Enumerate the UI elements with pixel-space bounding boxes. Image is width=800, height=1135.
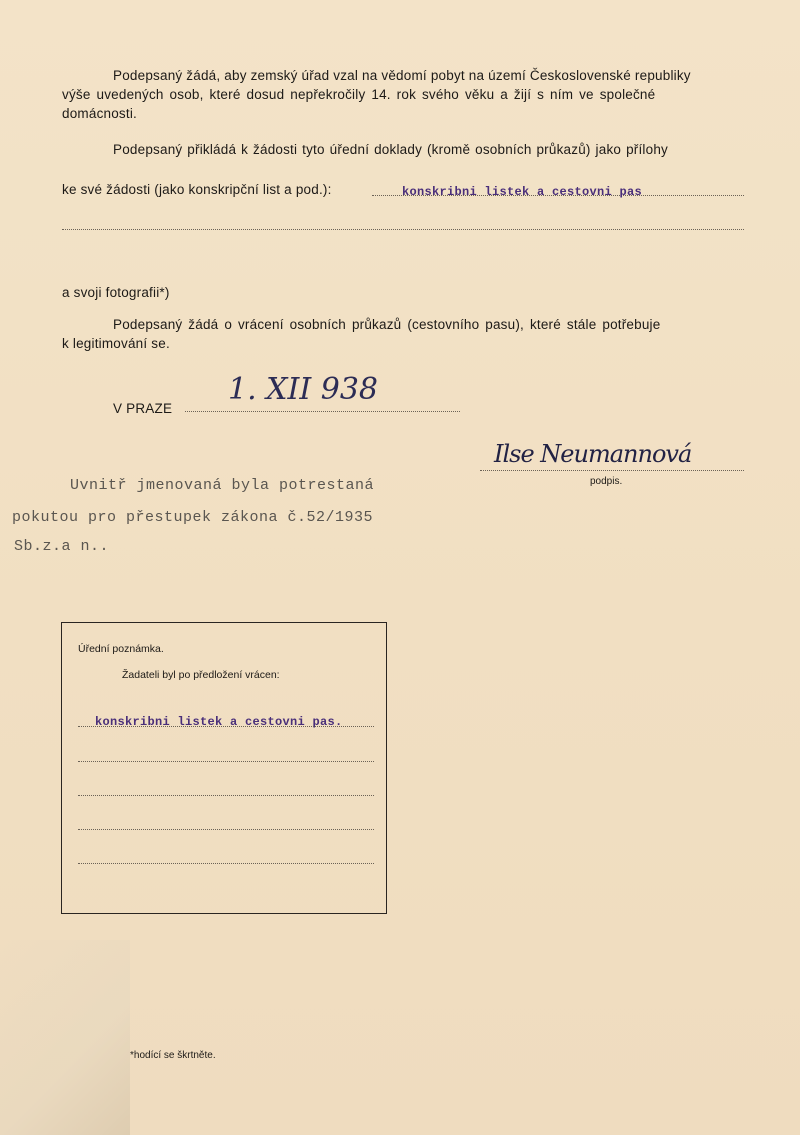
- typed-note-line3: Sb.z.a n..: [14, 538, 110, 555]
- date-fill-line: [185, 411, 460, 412]
- handwritten-signature: Ilse Neumannová: [494, 440, 692, 468]
- box-line-1: [78, 726, 374, 727]
- handwritten-date: 1. XII 938: [228, 372, 379, 407]
- official-note-box: [61, 622, 387, 914]
- box-line-2: [78, 761, 374, 762]
- para3-line2: k legitimování se.: [62, 336, 170, 351]
- para1-line3: domácnosti.: [62, 106, 137, 121]
- para2-line2: ke své žádosti (jako konskripční list a pod.):: [62, 182, 332, 197]
- paper-fold: [0, 940, 130, 1135]
- footnote: *hodící se škrtněte.: [130, 1050, 216, 1061]
- docs-fill-line-2: [62, 229, 744, 230]
- signature-label: podpis.: [590, 476, 623, 487]
- typed-returned-docs: konskribni listek a cestovni pas.: [95, 715, 343, 729]
- place-label: V PRAZE: [113, 401, 173, 416]
- para1-line1: Podepsaný žádá, aby zemský úřad vzal na vědomí pobyt na území Československé republiky: [113, 68, 691, 83]
- photo-line: a svoji fotografii*): [62, 285, 170, 300]
- box-line-3: [78, 795, 374, 796]
- official-box-title: Úřední poznámka.: [78, 643, 164, 655]
- signature-line: [480, 470, 744, 471]
- box-line-5: [78, 863, 374, 864]
- box-line-4: [78, 829, 374, 830]
- typed-note-line2: pokutou pro přestupek zákona č.52/1935: [12, 509, 374, 526]
- para2-line1: Podepsaný přikládá k žádosti tyto úřední doklady (kromě osobních průkazů) jako přílohy: [113, 142, 668, 157]
- para3-line1: Podepsaný žádá o vrácení osobních průkazů (cestovního pasu), které stále potřebuje: [113, 317, 661, 332]
- typed-attached-docs: konskribni listek a cestovni pas: [402, 185, 643, 199]
- para1-line2: výše uvedených osob, které dosud nepřekročily 14. rok svého věku a žijí s ním ve společné: [62, 87, 656, 102]
- typed-note-line1: Uvnitř jmenovaná byla potrestaná: [70, 477, 375, 494]
- official-box-subtitle: Žadateli byl po předložení vrácen:: [122, 669, 280, 681]
